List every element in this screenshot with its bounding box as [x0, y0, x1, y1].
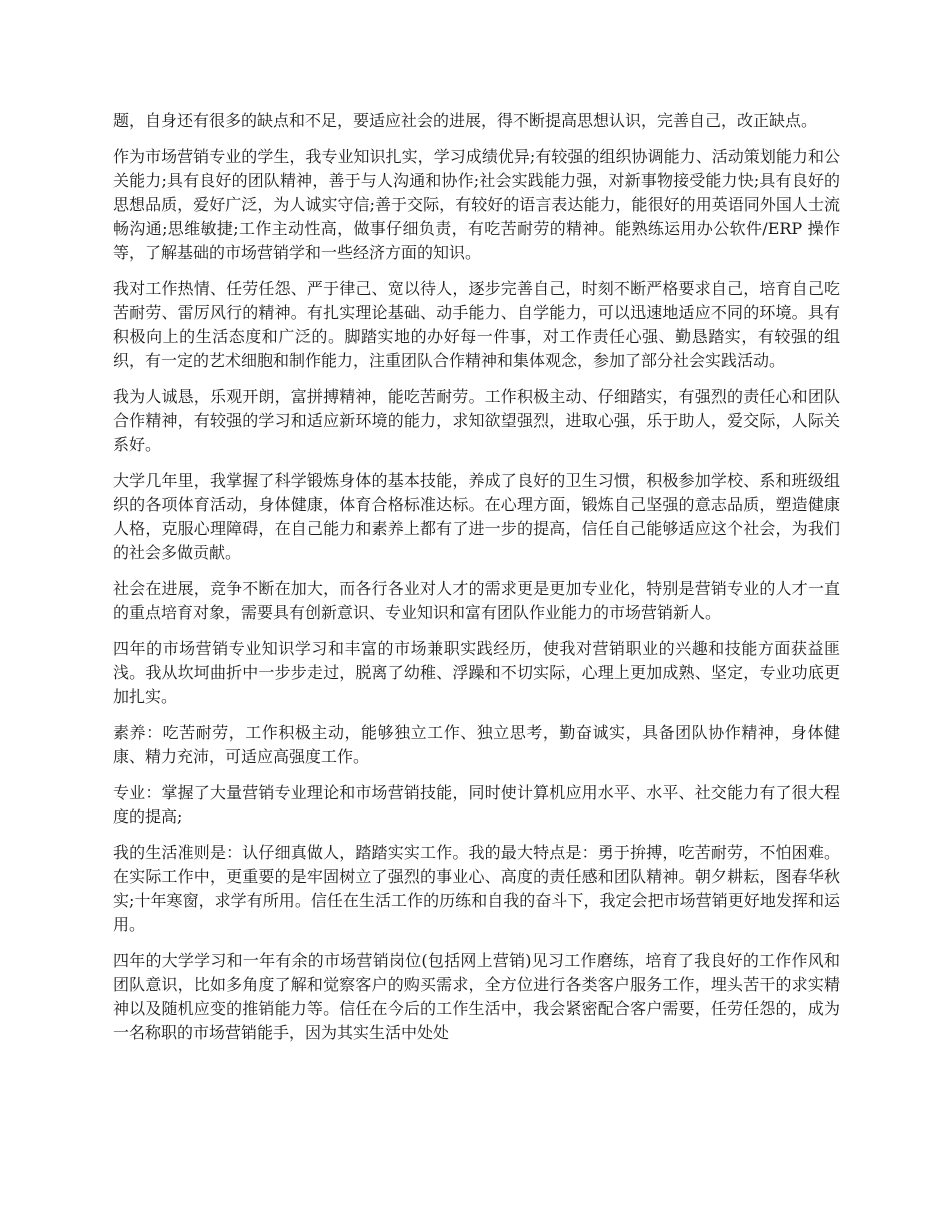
paragraph-5: 大学几年里，我掌握了科学锻炼身体的基本技能，养成了良好的卫生习惯，积极参加学校、系和班级组织的各项体育活动，身体健康，体育合格标准达标。在心理方面，锻炼自己坚强的意志品质，塑造健康人格，克服心理障碍，在自己能力和素养上都有了进一步的提高，信任自己能够适应这个社会，为我们的社会多做贡献。: [113, 471, 840, 562]
paragraph-3: 我对工作热情、任劳任怨、严于律己、宽以待人，逐步完善自己，时刻不断严格要求自己，培育自己吃苦耐劳、雷厉风行的精神。有扎实理论基础、动手能力、自学能力，可以迅速地适应不同的环境。具有积极向上的生活态度和广泛的。脚踏实地的办好每一件事，对工作责任心强、勤恳踏实，有较强的组织，有一定的艺术细胞和制作能力，注重团队合作精神和集体观念，参加了部分社会实践活动。: [113, 279, 840, 370]
paragraph-7: 四年的市场营销专业知识学习和丰富的市场兼职实践经历，使我对营销职业的兴趣和技能方面获益匪浅。我从坎坷曲折中一步步走过，脱离了幼稚、浮躁和不切实际，心理上更加成熟、坚定，专业功底更加扎实。: [113, 639, 840, 706]
document-body: [113, 109, 840, 1057]
paragraph-9: 专业：掌握了大量营销专业理论和市场营销技能，同时使计算机应用水平、水平、社交能力有了很大程度的提高;: [113, 783, 840, 826]
paragraph-11: 四年的大学学习和一年有余的市场营销岗位(包括网上营销)见习工作磨练，培育了我良好的工作作风和团队意识，比如多角度了解和觉察客户的购买需求，全方位进行各类客户服务工作，埋头苦干的求实精神以及随机应变的推销能力等。信任在今后的工作生活中，我会紧密配合客户需要，任劳任怨的，成为一名称职的市场营销能手，因为其实生活中处处: [113, 951, 840, 1042]
paragraph-4: 我为人诚恳，乐观开朗，富拼搏精神，能吃苦耐劳。工作积极主动、仔细踏实，有强烈的责任心和团队合作精神，有较强的学习和适应新环境的能力，求知欲望强烈，进取心强，乐于助人，爱交际，人际关系好。: [113, 387, 840, 454]
paragraph-8: 素养：吃苦耐劳，工作积极主动，能够独立工作、独立思考，勤奋诚实，具备团队协作精神，身体健康、精力充沛，可适应高强度工作。: [113, 723, 840, 766]
paragraph-2: 作为市场营销专业的学生，我专业知识扎实，学习成绩优异;有较强的组织协调能力、活动策划能力和公关能力;具有良好的团队精神，善于与人沟通和协作;社会实践能力强，对新事物接受能力快;具有良好的思想品质，爱好广泛，为人诚实守信;善于交际，有较好的语言表达能力，能很好的用英语同外国人士流畅沟通;思维敏捷;工作主动性高，做事仔细负责，有吃苦耐劳的精神。能熟练运用办公软件/ERP 操作等，了解基础的市场营销学和一些经济方面的知识。: [113, 147, 840, 262]
paragraph-10: 我的生活准则是：认仔细真做人，踏踏实实工作。我的最大特点是：勇于拚搏，吃苦耐劳，不怕困难。在实际工作中，更重要的是牢固树立了强烈的事业心、高度的责任感和团队精神。朝夕耕耘，图春华秋实;十年寒窗，求学有所用。信任在生活工作的历练和自我的奋斗下，我定会把市场营销更好地发挥和运用。: [113, 843, 840, 934]
paragraph-1: 题，自身还有很多的缺点和不足，要适应社会的进展，得不断提高思想认识，完善自己，改正缺点。: [113, 111, 818, 130]
paragraph-6: 社会在进展，竞争不断在加大，而各行各业对人才的需求更是更加专业化，特别是营销专业的人才一直的重点培育对象，需要具有创新意识、专业知识和富有团队作业能力的市场营销新人。: [113, 579, 840, 622]
